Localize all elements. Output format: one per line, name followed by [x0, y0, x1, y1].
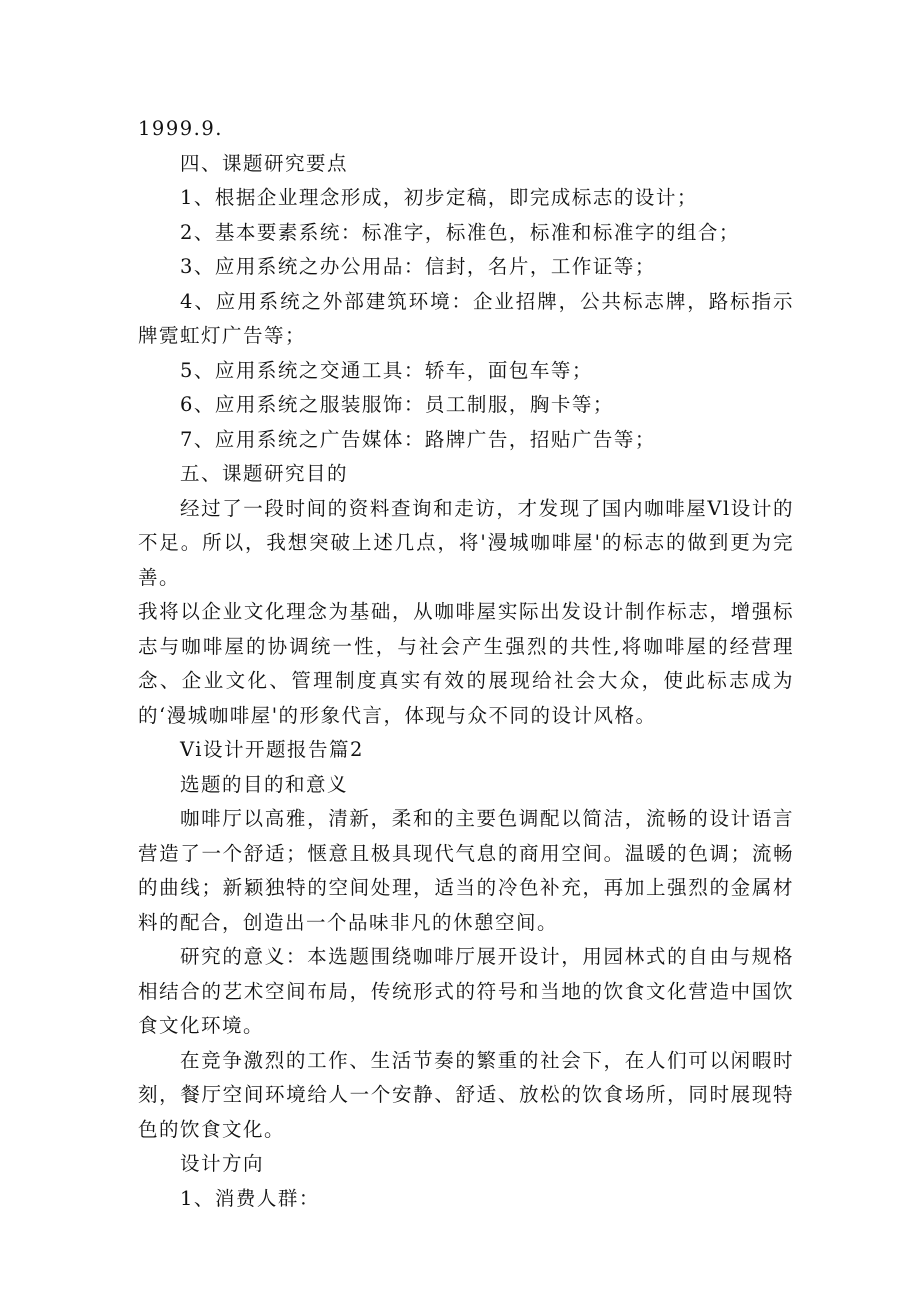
list-item: 2、基本要素系统：标准字，标准色，标准和标准字的组合； — [180, 220, 740, 244]
section-title-report-part-2: Vi设计开题报告篇2 — [180, 738, 364, 761]
body-paragraph: 我将以企业文化理念为基础，从咖啡屋实际出发设计制作标志，增强标志与咖啡屋的协调统一性，与社会产生强烈的共性,将咖啡屋的经营理念、企业文化、管理制度真实有效的展现给社会大众，使此标志成为的‘漫城咖啡屋'的形象代言，体现与众不同的设计风格。 — [138, 600, 794, 727]
list-item: 5、应用系统之交通工具：轿车，面包车等； — [180, 358, 593, 382]
list-item: 1、根据企业理念形成，初步定稿，即完成标志的设计； — [180, 186, 698, 209]
list-item: 1、消费人群： — [180, 1186, 320, 1210]
document-page — [138, 112, 794, 1216]
section-heading-design-direction: 设计方向 — [180, 1152, 265, 1175]
list-item: 6、应用系统之服装服饰：员工制服，胸卡等； — [180, 393, 614, 416]
list-item: 3、应用系统之办公用品：信封，名片，工作证等； — [180, 255, 656, 278]
section-heading-purpose-significance: 选题的目的和意义 — [180, 772, 349, 796]
list-item: 4、应用系统之外部建筑环境：企业招牌，公共标志牌，路标指示牌霓虹灯广告等； — [138, 289, 794, 347]
date-line: 1999.9. — [138, 117, 223, 140]
section-heading-research-purpose: 五、课题研究目的 — [180, 462, 349, 485]
body-paragraph: 咖啡厅以高雅，清新，柔和的主要色调配以简洁，流畅的设计语言营造了一个舒适；惬意且极具现代气息的商用空间。温暖的色调；流畅的曲线；新颖独特的空间处理，适当的冷色补充，再加上强烈的金属材料的配合，创造出一个品味非凡的休憩空间。 — [138, 807, 794, 934]
body-paragraph: 在竞争激烈的工作、生活节奏的繁重的社会下，在人们可以闲暇时刻，餐厅空间环境给人一个安静、舒适、放松的饮食场所，同时展现特色的饮食文化。 — [138, 1048, 794, 1141]
body-paragraph: 研究的意义：本选题围绕咖啡厅展开设计，用园林式的自由与规格相结合的艺术空间布局，传统形式的符号和当地的饮食文化营造中国饮食文化环境。 — [138, 945, 794, 1037]
body-paragraph: 经过了一段时间的资料查询和走访，才发现了国内咖啡屋Vl设计的不足。所以，我想突破上述几点，将'漫城咖啡屋'的标志的做到更为完善。 — [138, 496, 794, 589]
section-heading-research-points: 四、课题研究要点 — [180, 151, 349, 175]
list-item: 7、应用系统之广告媒体：路牌广告，招贴广告等； — [180, 427, 656, 451]
